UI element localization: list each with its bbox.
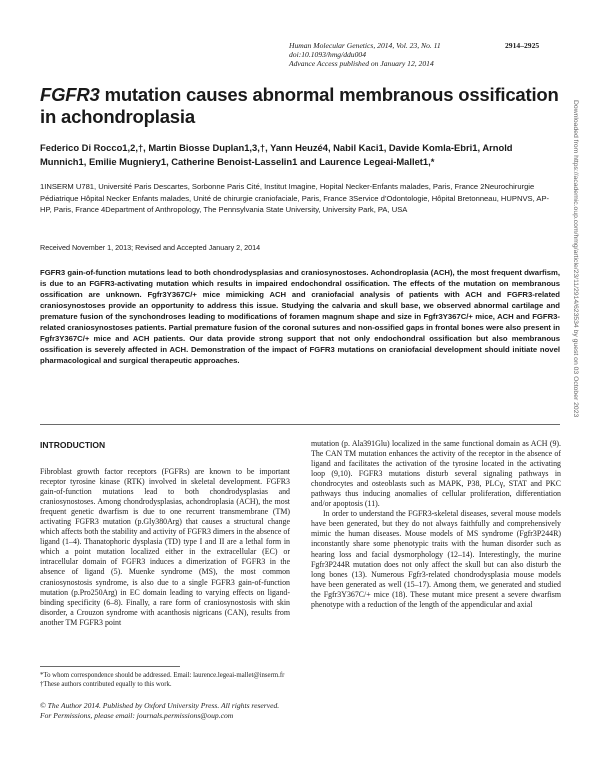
copyright-line: © The Author 2014. Published by Oxford University Press. All rights reserved. bbox=[40, 701, 280, 710]
equal-contribution-note: †These authors contributed equally to this work. bbox=[40, 681, 172, 688]
abstract-divider bbox=[40, 424, 560, 425]
download-watermark: Downloaded from https://academic.oup.com/hmg/article/23/11/2914/623534 by guest on 03 October 2023 bbox=[572, 100, 579, 418]
body-right-column bbox=[311, 439, 561, 610]
intro-paragraph: Fibroblast growth factor receptors (FGFRs) are known to be important receptor tyrosine kinase (RTK) involved in skeletal development. FGFR3 gain-of-function mutations lead to both chondrodysplasias and craniosynostoses. Among chondrodysplasias, achondroplasia (ACH), the most frequent genetic dwarfism is due to one recurrent transmembrane (TM) activating FGFR3 mutation (p.Gly380Arg) that causes a structural change which affects both the stability and activity of FGFR3 dimers in the absence of ligand (1–4). Thanatophoric dysplasia (TD) type I and II are a lethal form in which a point mutation localized either in the extracellular (EC) or intracellular domain of FGFR3 induces a dimerization of FGFR3 in the absence of ligand (5). Muenke syndrome (MS), the most common craniosynostosis syndrome, is also due to a single FGFR3 gain-of-function mutation (p.Pro250Arg) in EC domain leading to varying effects on ligand-binding specificity (6–8). Finally, a rare form of craniosynostosis with skin disorder, a Crouzon syndrome with acanthosis nigricans (CAN), results from another TM FGFR3 point bbox=[40, 467, 290, 627]
abstract: FGFR3 gain-of-function mutations lead to both chondrodysplasias and craniosynostoses. Achondroplasia (ACH), the most frequent dwarfism, is due to an FGFR3-activating mutation which results in impaired endochondral ossification. The effects of the mutation on membranous ossification are unknown. Fgfr3Y367C/+ mice mimicking ACH and craniofacial analysis of patients with ACH and FGFR3-related craniosynostoses provide an opportunity to address this issue. Studying the calvaria and skull base, we observed abnormal cartilage and premature fusion of the synchondroses leading to modifications of foramen magnum shape and size in Fgfr3Y367C/+ mice, ACH and FGFR3-related craniosynostoses patients. Partial premature fusion of the coronal sutures and non-ossified gaps in frontal bones were also present in Fgfr3Y367C/+ mice and ACH patients. Our data provide strong support that not only endochondral ossification but also membranous ossification is severely affected in ACH. Demonstration of the impact of FGFR3 mutations on craniofacial development should initiate novel pharmacological and surgical therapeutic approaches. bbox=[40, 268, 560, 365]
received-dates: Received November 1, 2013; Revised and Accepted January 2, 2014 bbox=[40, 243, 261, 252]
page-range: 2914–2925 bbox=[505, 41, 540, 50]
section-heading: INTRODUCTION bbox=[40, 440, 106, 450]
right-paragraph-2: In order to understand the FGFR3-skeletal diseases, several mouse models have been generated, but they do not always faithfully and comprehensively mimic the human diseases. Mouse models of MS syndrome (Fgfr3P244R) inconstantly share some phenotypic traits with the human disorder such as hearing loss and facial dysmorphology (12–14). Interestingly, the murine Fgfr3P244R mutation does not only affect the skull but can also disturb the long bones (13). Numerous Fgfr3-related chondrodysplasia mouse models have been generated as well (15–17). Among them, we generated and studied the Fgfr3Y367C/+ mice (18). These mutant mice present a severe dwarfism phenotype with a reduction of the length of the appendicular and axial bbox=[311, 509, 561, 609]
permissions-line: For Permissions, please email: journals.permissions@oup.com bbox=[40, 711, 234, 720]
body-left-column bbox=[40, 467, 290, 628]
advance-access: Advance Access published on January 12, 2014 bbox=[289, 59, 434, 69]
author-list: Federico Di Rocco1,2,†, Martin Biosse Duplan1,3,†, Yann Heuzé4, Nabil Kaci1, Davide Komla-Ebri1, Arnold Munnich1, Emilie Mugniery1, Catherine Benoist-Lasselin1 and Laurence Legeai-Mallet1,* bbox=[40, 142, 513, 167]
title-gene: FGFR3 bbox=[40, 84, 100, 105]
journal-citation: Human Molecular Genetics, 2014, Vol. 23, No. 11 bbox=[289, 41, 441, 50]
right-paragraph-1: mutation (p. Ala391Glu) localized in the same functional domain as ACH (9). The CAN TM mutation enhances the activity of the receptor in the absence of ligand and facilitates the activation of the tyrosine located in the activating loop (9,10). FGFR3 mutations disturb several signaling pathways in chondrocytes and osteoblasts such as MAPK, P38, PLCγ, STAT and PKC pathways thus inducing anomalies of cellular proliferation, differentiation and/or apoptosis (11). bbox=[311, 439, 561, 509]
footnotes bbox=[40, 671, 440, 689]
footnote-divider bbox=[40, 666, 180, 667]
copyright-block bbox=[40, 701, 440, 721]
article-title bbox=[40, 84, 560, 128]
correspondence-note: *To whom correspondence should be addressed. Email: laurence.legeai-mallet@inserm.fr bbox=[40, 672, 285, 679]
journal-header bbox=[289, 41, 579, 69]
affiliations: 1INSERM U781, Université Paris Descartes, Sorbonne Paris Cité, Institut Imagine, Hopital Necker-Enfants malades, Paris, France 2Neurochirurgie Pédiatrique Hôpital Necker Enfants malades, Unité de chirurgie craniofaciale, Paris, France 3Service d’Odontologie, Hôpital Bretonneau, HUPNVS, AP-HP, Paris, France 4Department of Anthropology, The Pennsylvania State University, University Park, PA, USA bbox=[40, 182, 550, 215]
doi: doi:10.1093/hmg/ddu004 bbox=[289, 50, 366, 60]
title-rest: mutation causes abnormal membranous ossification in achondroplasia bbox=[40, 84, 559, 127]
